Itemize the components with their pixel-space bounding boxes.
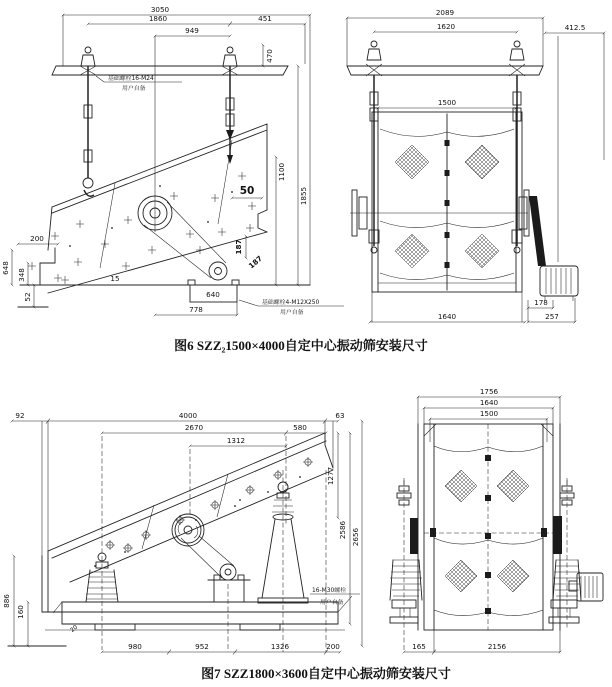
fig7-dim-2656: 2656 bbox=[351, 527, 360, 547]
fig6-dim-451: 451 bbox=[258, 14, 272, 23]
fig6-caption: 图6 SZZ₂1500×4000自定中心振动筛安装尺寸 bbox=[174, 338, 428, 353]
fig7-dim-886: 886 bbox=[2, 594, 11, 608]
fig7-dim-165: 165 bbox=[412, 642, 426, 651]
fig6-dim-257: 257 bbox=[545, 312, 559, 321]
fig7-end-view bbox=[390, 387, 603, 655]
fig7-dim-160: 160 bbox=[16, 605, 25, 619]
fig7-dim-2586: 2586 bbox=[338, 520, 347, 540]
fig6-dim-178: 178 bbox=[534, 298, 548, 307]
fig6-dim-1500: 1500 bbox=[437, 98, 457, 107]
fig7-anchor-bolt-label: 16-M30螺栓 bbox=[312, 588, 346, 594]
fig6-dim-470: 470 bbox=[265, 49, 274, 63]
fig6-dim-15: 15 bbox=[110, 274, 120, 283]
fig7-dim-92: 92 bbox=[15, 411, 25, 420]
fig7-dim-1312: 1312 bbox=[226, 436, 246, 445]
fig6-dim-200: 200 bbox=[30, 234, 44, 243]
fig7-dim-1640: 1640 bbox=[479, 398, 499, 407]
fig6-dim-1640: 1640 bbox=[437, 312, 457, 321]
fig6-dim-348: 348 bbox=[17, 268, 26, 282]
fig7-dim-1326: 1326 bbox=[270, 642, 290, 651]
fig6-hanger-bolt-label: 基础螺栓16-M24 bbox=[108, 76, 154, 82]
fig6-end-view bbox=[347, 8, 604, 322]
fig6-dim-1100: 1100 bbox=[277, 162, 286, 182]
fig6-dim-640: 640 bbox=[206, 290, 220, 299]
fig7-dim-1756: 1756 bbox=[479, 387, 499, 396]
fig7-anchor-bolt-note: 用户自备 bbox=[320, 600, 344, 606]
fig7-dim-580: 580 bbox=[293, 423, 307, 432]
fig6-dim-187b: 187 bbox=[246, 253, 265, 271]
fig7-side-view bbox=[2, 411, 362, 655]
fig7-dim-1500: 1500 bbox=[479, 409, 499, 418]
fig6-dim-412-5: 412.5 bbox=[564, 23, 586, 32]
fig6-anchor-bolt-label: 基础螺栓4-M12X250 bbox=[262, 300, 320, 306]
fig6-anchor-bolt-note: 用户自备 bbox=[280, 310, 304, 316]
fig6-dim-50: 50 bbox=[239, 185, 255, 197]
fig7-dim-20: 20 bbox=[69, 624, 80, 634]
fig7-dim-980: 980 bbox=[128, 642, 142, 651]
fig7-dim-1277: 1277 bbox=[326, 466, 335, 486]
fig6-dim-187: 187 bbox=[234, 239, 243, 255]
fig6-side-view bbox=[1, 5, 344, 316]
fig6-dim-1860: 1860 bbox=[148, 14, 168, 23]
fig6-dim-949: 949 bbox=[185, 26, 199, 35]
fig6-dim-1855: 1855 bbox=[299, 186, 308, 206]
fig7-hole-marks bbox=[105, 457, 313, 553]
fig7-dim-2670: 2670 bbox=[184, 423, 204, 432]
fig7-caption: 图7 SZZ1800×3600自定中心振动筛安装尺寸 bbox=[201, 666, 451, 681]
fig7-dim-200: 200 bbox=[326, 642, 340, 651]
fig6-dim-1620: 1620 bbox=[436, 22, 456, 31]
fig7-dim-63: 63 bbox=[335, 411, 345, 420]
fig6-dim-2089: 2089 bbox=[435, 8, 455, 17]
fig6-hanger-bolt-note: 用户自备 bbox=[122, 86, 146, 92]
fig6-dim-778: 778 bbox=[189, 305, 203, 314]
fig7-dim-952: 952 bbox=[195, 642, 209, 651]
fig6-dim-3050: 3050 bbox=[150, 5, 170, 14]
fig6-dim-52: 52 bbox=[23, 292, 32, 302]
fig7-dim-4000: 4000 bbox=[178, 411, 198, 420]
fig6-dim-648: 648 bbox=[1, 261, 10, 275]
fig7-dim-2156: 2156 bbox=[487, 642, 507, 651]
